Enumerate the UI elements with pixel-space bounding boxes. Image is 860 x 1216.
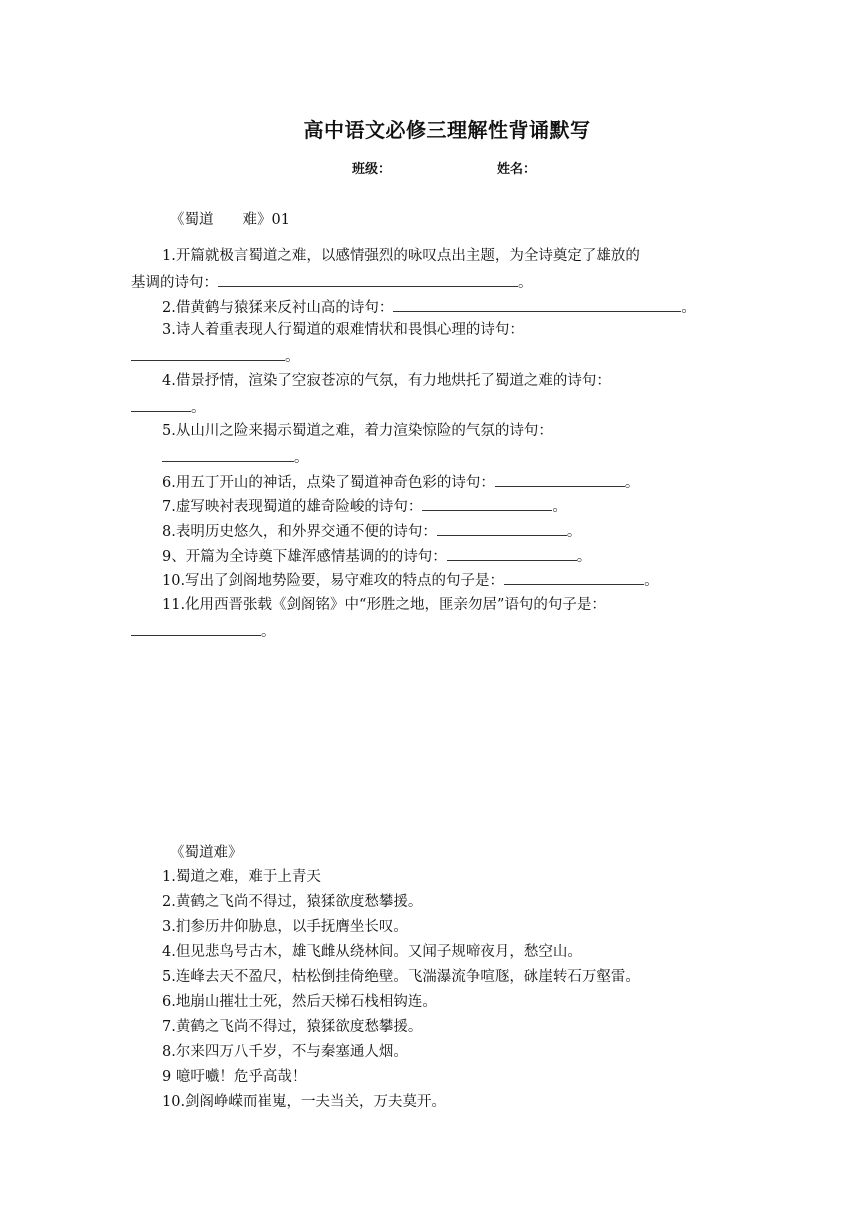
period: 。 <box>681 300 696 316</box>
section2-heading: 《蜀道难》 <box>170 845 243 861</box>
question-2 <box>162 297 696 318</box>
answer-item-1: 1.蜀道之难，难于上青天 <box>162 869 321 885</box>
answer-blank-2[interactable] <box>393 297 681 312</box>
answer-blank-10[interactable] <box>504 570 644 585</box>
period: 。 <box>576 549 592 565</box>
period: 。 <box>191 400 206 416</box>
question-2-text: 2.借黄鹤与猿猱来反衬山高的诗句： <box>162 300 394 316</box>
question-7-text: 7.虚写映衬表现蜀道的雄奇险峻的诗句： <box>162 499 423 515</box>
period: 。 <box>285 349 300 365</box>
period: 。 <box>261 624 276 640</box>
question-6 <box>162 472 639 493</box>
question-5-line1: 5.从山川之险来揭示蜀道之难，着力渲染惊险的气氛的诗句： <box>162 423 553 439</box>
name-label: 姓名： <box>497 162 537 177</box>
answer-blank-8[interactable] <box>437 521 567 536</box>
period: 。 <box>518 275 533 291</box>
answer-item-8: 8.尔来四万八千岁，不与秦塞通人烟。 <box>162 1044 408 1060</box>
page-title: 高中语文必修三理解性背诵默写 <box>303 118 591 142</box>
question-5-line2 <box>162 447 309 468</box>
question-4-line1: 4.借景抒情，渲染了空寂苍凉的气氛，有力地烘托了蜀道之难的诗句： <box>162 373 611 389</box>
class-label: 班级： <box>352 162 392 177</box>
answer-blank-9[interactable] <box>447 546 577 561</box>
answer-blank-6[interactable] <box>495 472 625 487</box>
question-6-text: 6.用五丁开山的神话，点染了蜀道神奇色彩的诗句： <box>162 475 495 491</box>
period: 。 <box>294 450 309 466</box>
question-10-text: 10.写出了剑阁地势险要，易守难攻的特点的句子是： <box>162 573 505 589</box>
answer-item-7: 7.黄鹤之飞尚不得过，猿猱欲度愁攀援。 <box>162 1019 423 1035</box>
answer-blank-7[interactable] <box>422 496 552 511</box>
question-9 <box>162 546 591 567</box>
question-7 <box>162 496 567 517</box>
question-4-line2 <box>131 397 206 418</box>
question-3-line2 <box>131 346 300 367</box>
answer-item-6: 6.地崩山摧壮士死，然后天梯石栈相钩连。 <box>162 994 437 1010</box>
answer-item-10: 10.剑阁峥嵘而崔嵬，一夫当关，万夫莫开。 <box>162 1094 447 1110</box>
answer-item-3: 3.扪参历井仰胁息，以手抚膺坐长叹。 <box>162 919 408 935</box>
question-10 <box>162 570 659 591</box>
answer-item-5: 5.连峰去天不盈尺，枯松倒挂倚绝壁。飞湍瀑流争喧豗，砯崖转石万壑雷。 <box>162 969 640 985</box>
section1-heading: 《蜀道 难》01 <box>170 212 290 228</box>
period: 。 <box>566 524 582 540</box>
question-1-line1: 1.开篇就极言蜀道之难，以感情强烈的咏叹点出主题，为全诗奠定了雄放的 <box>162 248 640 264</box>
question-1-text: 基调的诗句： <box>131 275 218 291</box>
period: 。 <box>644 573 659 589</box>
answer-item-9: 9 噫吁嚱！危乎高哉！ <box>162 1069 307 1085</box>
answer-blank-4[interactable] <box>131 397 191 412</box>
period: 。 <box>624 475 640 491</box>
question-9-text: 9、开篇为全诗奠下雄浑感情基调的的诗句： <box>162 549 447 565</box>
question-8 <box>162 521 581 542</box>
answer-blank-1[interactable] <box>218 272 518 287</box>
answer-blank-5[interactable] <box>162 447 294 462</box>
answer-blank-11[interactable] <box>131 621 261 636</box>
period: 。 <box>552 499 567 515</box>
answer-blank-3[interactable] <box>131 346 285 361</box>
question-8-text: 8.表明历史悠久，和外界交通不便的诗句： <box>162 524 437 540</box>
answer-item-4: 4.但见悲鸟号古木，雄飞雌从绕林间。又闻子规啼夜月，愁空山。 <box>162 944 582 960</box>
question-11-line2 <box>131 621 276 642</box>
answer-item-2: 2.黄鹤之飞尚不得过，猿猱欲度愁攀援。 <box>162 894 423 910</box>
question-3-line1: 3.诗人着重表现人行蜀道的艰难情状和畏惧心理的诗句： <box>162 322 524 338</box>
question-11-line1: 11.化用西晋张载《剑阁铭》中“形胜之地，匪亲勿居”语句的句子是： <box>162 597 606 613</box>
question-1-line2 <box>131 272 533 293</box>
